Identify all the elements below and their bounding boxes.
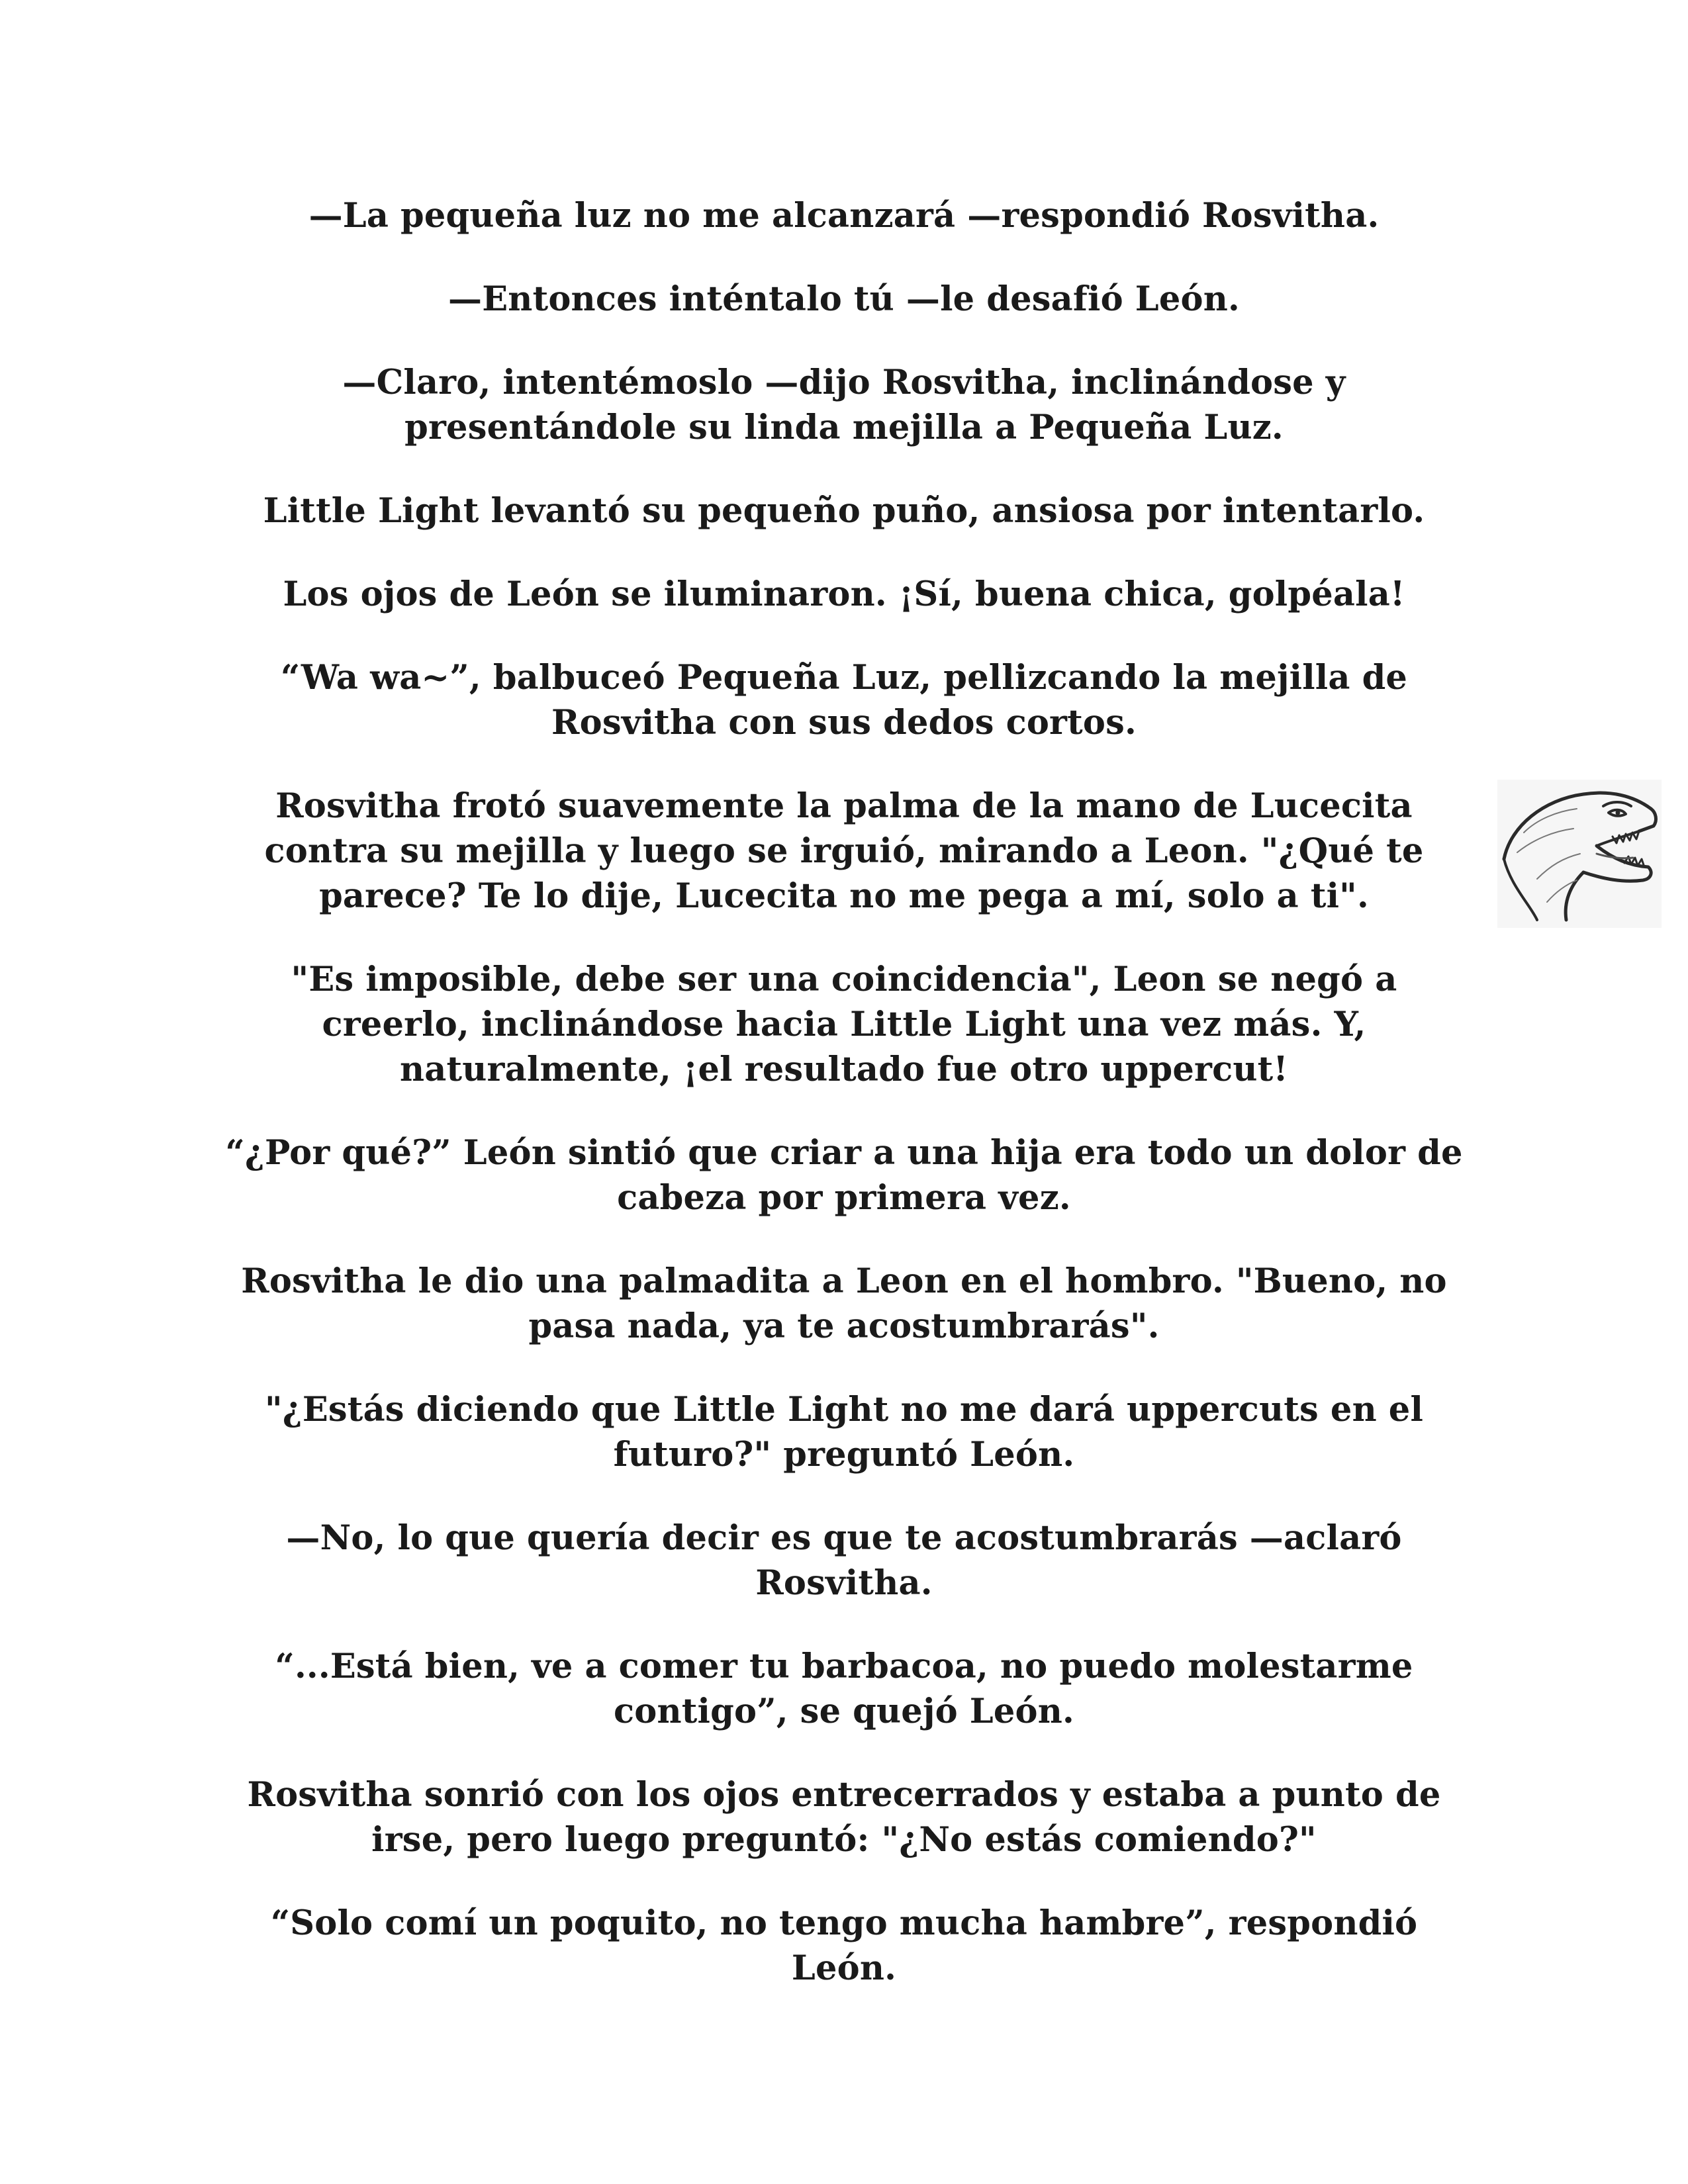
story-text [218, 193, 1470, 2029]
paragraph-6: “Wa wa~”, balbuceó Pequeña Luz, pellizcando la mejilla de Rosvitha con sus dedos cortos. [280, 658, 1408, 743]
paragraph-8: "Es imposible, debe ser una coincidencia", Leon se negó a creerlo, inclinándose hacia Little Light una vez más. Y, naturalmente, ¡el resultado fue otro uppercut! [291, 960, 1397, 1089]
paragraph-3: —Claro, intentémoslo —dijo Rosvitha, inclinándose y presentándole su linda mejilla a Pequeña Luz. [342, 363, 1346, 447]
paragraph-13: “...Está bien, ve a comer tu barbacoa, no puedo molestarme contigo”, se quejó León. [275, 1647, 1413, 1731]
paragraph-4: Little Light levantó su pequeño puño, ansiosa por intentarlo. [263, 491, 1425, 531]
paragraph-7: Rosvitha frotó suavemente la palma de la mano de Lucecita contra su mejilla y luego se irguió, mirando a Leon. "¿Qué te parece? Te lo dije, Lucecita no me pega a mí, solo a ti". [264, 786, 1424, 916]
paragraph-5: Los ojos de León se iluminaron. ¡Sí, buena chica, golpéala! [283, 574, 1405, 614]
paragraph-15: “Solo comí un poquito, no tengo mucha hambre”, respondió León. [270, 1903, 1418, 1988]
paragraph-11: "¿Estás diciendo que Little Light no me dará uppercuts en el futuro?" preguntó León. [264, 1390, 1424, 1475]
paragraph-2: —Entonces inténtalo tú —le desafió León. [448, 279, 1240, 319]
dinosaur-head-sketch-icon [1497, 780, 1662, 928]
paragraph-1: —La pequeña luz no me alcanzará —respondió Rosvitha. [308, 196, 1380, 236]
paragraph-12: —No, lo que quería decir es que te acostumbrarás —aclaró Rosvitha. [286, 1518, 1402, 1603]
paragraph-10: Rosvitha le dio una palmadita a Leon en el hombro. "Bueno, no pasa nada, ya te acostumbrarás". [241, 1261, 1447, 1346]
paragraph-9: “¿Por qué?” León sintió que criar a una hija era todo un dolor de cabeza por primera vez. [225, 1133, 1463, 1218]
paragraph-14: Rosvitha sonrió con los ojos entrecerrados y estaba a punto de irse, pero luego preguntó: "¿No estás comiendo?" [247, 1775, 1441, 1860]
